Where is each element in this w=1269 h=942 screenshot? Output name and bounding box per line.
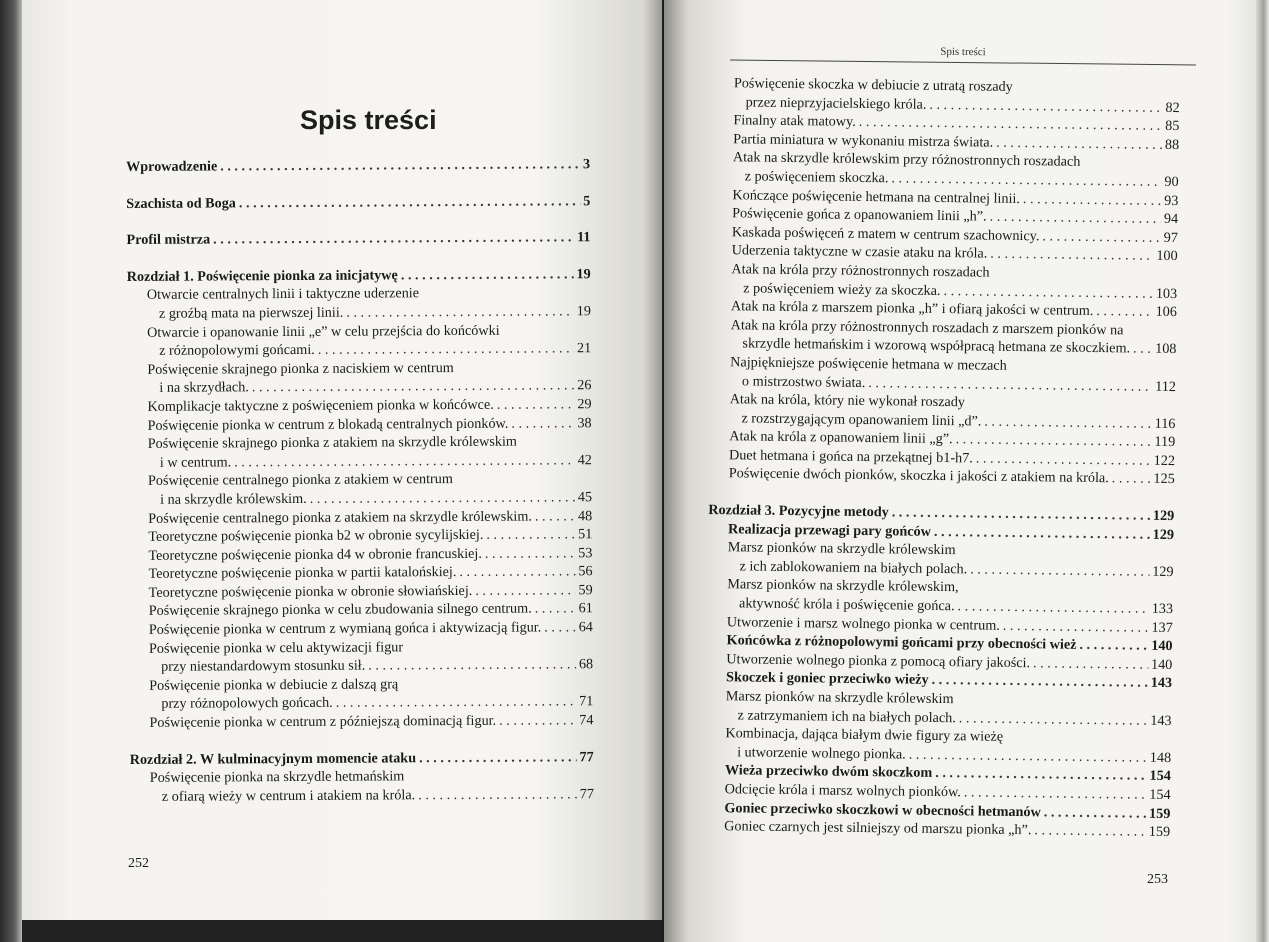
toc-entry-title: Kończące poświęcenie hetmana na centralnej linii. — [732, 186, 1021, 207]
toc-dot-leader — [1034, 821, 1146, 841]
toc-page-number: 122 — [1153, 452, 1176, 469]
toc-dot-leader — [310, 488, 575, 508]
toc-entry-title: Kaskada poświęceń z matem w centrum szachownicy. — [731, 223, 1040, 245]
toc-entry-continuation: z rozstrzygającym opanowaniem linii „d”. — [741, 410, 982, 430]
toc-entry-title: Najpiękniejsze poświęcenie hetmana w meczach — [730, 354, 1007, 374]
toc-page-number: 61 — [578, 600, 593, 617]
toc-dot-leader — [1133, 340, 1152, 359]
toc-dot-leader — [368, 656, 576, 676]
toc-dot-leader — [252, 377, 574, 398]
toc-entry-title: Utworzenie i marsz wolnego pionka w centrum. — [726, 613, 1000, 634]
toc-dot-leader — [401, 265, 574, 285]
toc-dot-leader — [497, 395, 575, 414]
toc-dot-leader — [956, 430, 1152, 451]
toc-page-number: 129 — [1152, 563, 1174, 580]
toc-page-number: 119 — [1154, 434, 1176, 451]
toc-page-number: 48 — [577, 507, 593, 524]
toc-entry-title: Goniec przeciwko skoczkowi w obecności hetmanów — [724, 799, 1041, 820]
toc-page-number: 94 — [1163, 211, 1179, 228]
toc-page-number: 112 — [1155, 378, 1177, 395]
toc-entry-title: Atak na skrzydle królewskim przy różnostronnych roszadach — [732, 149, 1081, 171]
toc-page-number: 106 — [1155, 303, 1178, 321]
toc-page-number: 29 — [577, 396, 592, 413]
toc-entry-continuation: z poświęceniem skoczka. — [744, 168, 889, 187]
toc-dot-leader — [984, 412, 1152, 433]
toc-entry-continuation: z poświęceniem wieży za skoczka. — [743, 279, 941, 299]
toc-entry-title: Profil mistrza — [126, 231, 211, 249]
toc-section-entry[interactable] — [127, 284, 591, 324]
toc-page-number: 108 — [1155, 341, 1177, 358]
toc-page-number: 85 — [1165, 118, 1180, 135]
toc-dot-leader — [1023, 190, 1161, 210]
toc-dot-leader — [976, 449, 1151, 470]
toc-entry-continuation-line — [150, 785, 594, 806]
toc-entry-title: Poświęcenie pionka w celu aktywizacji figur — [148, 638, 404, 657]
toc-page-number: 77 — [579, 785, 594, 803]
toc-entry-title: Teoretyczne poświęcenie pionka d4 w obronie francuskiej. — [148, 545, 482, 564]
toc-page-number: 5 — [583, 192, 591, 209]
toc-entry-title: Atak na króla z marszem pionka „h” i ofiarą jakości w centrum. — [730, 298, 1094, 320]
toc-page-number: 71 — [579, 693, 594, 710]
toc-entry-title: Szachista od Boga — [126, 194, 236, 212]
toc-entry-title: Uderzenia taktyczne w czasie ataku na króla. — [731, 242, 988, 262]
toc-dot-leader — [1033, 654, 1148, 674]
toc-page-number: 21 — [576, 340, 592, 357]
toc-dot-leader — [544, 618, 576, 637]
toc-page-number: 82 — [1165, 99, 1180, 116]
toc-page-number: 143 — [1150, 675, 1173, 692]
toc-section-entry[interactable] — [710, 316, 1176, 359]
toc-entry-title: Poświęcenie dwóch pionków, skoczka i jakości z atakiem na króla. — [728, 465, 1109, 487]
toc-entry-title: Skoczek i goniec przeciwko wieży — [725, 669, 929, 689]
toc-entry-line — [149, 711, 593, 732]
toc-dot-leader — [485, 544, 575, 563]
toc-entry-continuation: i na skrzydle królewskim. — [160, 490, 307, 508]
toc-page-number: 97 — [1163, 229, 1178, 246]
running-header: Spis treści — [940, 45, 986, 59]
toc-entry-title: Utworzenie wolnego pionka z pomocą ofiary jakości. — [726, 651, 1031, 671]
toc-entry-title: Otwarcie centralnych linii i taktyczne uderzenie — [146, 285, 420, 304]
toc-entry-title: Poświęcenie pionka w centrum z wymianą gońca i aktywizacją figur. — [148, 619, 542, 638]
toc-left-list — [126, 155, 594, 806]
toc-entry-title: Poświęcenie skrajnego pionka z atakiem na skrzydle królewskim — [147, 433, 517, 452]
toc-dot-leader — [239, 192, 580, 213]
toc-entry-title: Atak na króla przy różnostronnych roszadach z marszem pionków na — [730, 316, 1124, 339]
toc-entry-title: Poświęcenie pionka w debiucie z dalszą grą — [149, 676, 399, 694]
toc-chapter-entry[interactable] — [126, 155, 590, 176]
toc-entry-title: Teoretyczne poświęcenie pionka b2 w obronie sycylijskiej. — [148, 526, 484, 545]
toc-dot-leader — [990, 208, 1162, 229]
toc-section-entry[interactable] — [713, 148, 1179, 191]
toc-entry-continuation: z różnopolowymi gońcami. — [159, 342, 315, 359]
toc-entry-title: Atak na króla z opanowaniem linii „g”. — [729, 428, 953, 448]
toc-entry-title: Realizacja przewagi pary gońców — [727, 520, 932, 540]
toc-entry-title: Finalny atak matowy. — [733, 112, 856, 131]
toc-entry-title: Poświęcenie centralnego pionka z atakiem na skrzydle królewskim. — [148, 508, 532, 527]
toc-page-number: 19 — [576, 303, 591, 320]
toc-dot-leader — [419, 748, 577, 768]
page-number-right: 253 — [1147, 872, 1168, 887]
toc-dot-leader — [511, 414, 574, 433]
toc-entry-continuation: przy niestandardowym stosunku sił. — [161, 657, 366, 676]
toc-entry-continuation: aktywność króla i poświęcenie gońca. — [738, 595, 955, 615]
toc-entry-title: Rozdział 2. W kulminacyjnym momencie ataku — [129, 749, 417, 768]
toc-dot-leader — [957, 597, 1148, 618]
toc-entry-title: Poświęcenie skrajnego pionka w celu zbudowania silnego centrum. — [148, 600, 532, 620]
toc-dot-leader — [336, 693, 577, 713]
toc-chapter-entry[interactable] — [126, 192, 590, 213]
toc-section-entry[interactable] — [129, 711, 593, 732]
toc-dot-leader — [1079, 636, 1148, 655]
toc-entry-title: Poświęcenie centralnego pionka z atakiem w centrum — [147, 471, 453, 490]
toc-section-entry[interactable] — [707, 575, 1173, 618]
toc-dot-leader — [346, 302, 574, 322]
toc-section-entry[interactable] — [705, 724, 1171, 767]
toc-entry-continuation: i na skrzydłach. — [159, 379, 249, 397]
toc-entry-title: Poświęcenie pionka na skrzydle hetmańskim — [149, 768, 405, 787]
toc-entry-title: Otwarcie i opanowanie linii „e” w celu przejścia do końcówki — [147, 322, 500, 341]
toc-entry-line — [126, 192, 590, 213]
toc-page-number: 88 — [1164, 136, 1180, 153]
toc-page-number: 154 — [1149, 786, 1171, 804]
toc-page-number: 140 — [1150, 656, 1173, 673]
toc-section-entry[interactable] — [714, 74, 1180, 117]
toc-dot-leader — [1044, 803, 1147, 823]
toc-dot-leader — [1112, 470, 1151, 489]
toc-entry-continuation: i w centrum. — [159, 454, 232, 471]
toc-entry-title: Rozdział 1. Poświęcenie pionka za inicjatywę — [126, 267, 398, 285]
toc-entry-title: Marsz pionków na skrzydle królewskim, — [727, 576, 959, 596]
toc-entry-continuation: i utworzenie wolnego pionka. — [737, 744, 906, 763]
toc-right-list — [704, 74, 1180, 842]
toc-dot-leader — [459, 563, 575, 582]
toc-section-entry[interactable] — [128, 469, 592, 509]
toc-entry-title: Poświęcenie pionka w centrum z blokadą centralnych pionków. — [147, 415, 509, 434]
toc-entry-title: Marsz pionków na skrzydle królewskim — [725, 688, 954, 708]
toc-entry-title: Rozdział 3. Pozycyjne metody — [708, 502, 889, 521]
toc-entry-continuation: przy różnopolowych gońcach. — [161, 695, 333, 713]
toc-page-number: 53 — [578, 544, 593, 561]
toc-dot-leader — [1042, 227, 1160, 247]
toc-entry-title: Wprowadzenie — [126, 158, 218, 175]
toc-section-entry[interactable] — [709, 390, 1175, 433]
toc-entry-title: Kombinacja, dająca białym dwie figury za wieżę — [725, 725, 1004, 746]
toc-chapter-entry[interactable] — [126, 228, 590, 249]
toc-page-number: 103 — [1155, 285, 1178, 302]
toc-entry-title: Atak na króla, który nie wykonał roszady — [729, 391, 966, 411]
toc-page-number: 77 — [579, 748, 594, 765]
toc-entry-title: Odcięcie króla i marsz wolnych pionków. — [724, 781, 961, 801]
toc-dot-leader — [535, 507, 575, 526]
page-bottom-shadow — [22, 920, 662, 942]
toc-section-entry[interactable] — [130, 766, 594, 806]
toc-page-number: 59 — [578, 582, 593, 599]
toc-section-entry[interactable] — [710, 353, 1176, 396]
toc-entry-title: Partia miniatura w wykonaniu mistrza świata. — [733, 131, 994, 151]
toc-entry-title: Wieża przeciwko dwóm skoczkom — [724, 762, 933, 782]
toc-dot-leader — [418, 785, 577, 805]
toc-page-number: 129 — [1152, 507, 1175, 525]
toc-dot-leader — [964, 783, 1147, 804]
toc-dot-leader — [970, 560, 1149, 581]
toc-page-number: 38 — [577, 414, 592, 431]
toc-page-number: 93 — [1164, 192, 1179, 209]
page-number-left: 252 — [128, 856, 149, 871]
toc-dot-leader — [990, 245, 1153, 266]
toc-dot-leader — [234, 451, 575, 472]
toc-section-entry[interactable] — [705, 687, 1171, 730]
toc-section-entry[interactable] — [128, 432, 592, 472]
toc-page-number: 74 — [579, 712, 594, 729]
toc-page-number: 129 — [1152, 526, 1175, 543]
toc-page-number: 56 — [578, 563, 593, 580]
toc-entry-continuation: z zatrzymaniem ich na białych polach. — [737, 706, 956, 726]
toc-entry-title: Poświęcenie skrajnego pionka z naciskiem w centrum — [147, 359, 454, 378]
toc-section-entry[interactable] — [129, 637, 593, 677]
toc-page-number: 11 — [577, 229, 591, 246]
toc-dot-leader — [499, 711, 576, 730]
toc-entry-title: Teoretyczne poświęcenie pionka w partii katalońskiej. — [148, 564, 457, 583]
toc-page-number: 143 — [1150, 712, 1172, 729]
toc-dot-leader — [1003, 616, 1149, 636]
toc-page-number: 133 — [1151, 600, 1174, 618]
toc-entry-continuation: z ofiarą wieży w centrum i atakiem na króla. — [161, 787, 416, 805]
toc-section-entry[interactable] — [129, 674, 593, 714]
page-title: Spis treści — [300, 105, 437, 135]
toc-page-number: 42 — [577, 451, 592, 468]
toc-entry-continuation: o mistrzostwo świata. — [741, 372, 866, 391]
toc-dot-leader — [213, 228, 574, 249]
toc-page-number: 64 — [578, 619, 593, 636]
toc-dot-leader — [220, 155, 580, 176]
toc-entry-title: Komplikacje taktyczne z poświęceniem pionka w końcówce. — [147, 396, 494, 415]
toc-page-number: 19 — [576, 265, 591, 283]
toc-page-number: 137 — [1151, 619, 1173, 636]
toc-dot-leader — [996, 133, 1162, 154]
toc-page-number: 140 — [1151, 637, 1173, 655]
toc-entry-continuation: z groźbą mata na pierwszej linii. — [158, 304, 344, 322]
toc-entry-title: Końcówka z różnopolowymi gońcami przy obecności wież — [726, 632, 1077, 654]
toc-entry-title: Poświęcenie pionka w centrum z późniejszą dominacją figur. — [149, 712, 497, 731]
toc-entry-continuation: przez nieprzyjacielskiego króla. — [745, 94, 927, 113]
toc-entry-continuation: z ich zablokowaniem na białych polach. — [739, 558, 968, 578]
toc-section-entry[interactable] — [711, 260, 1177, 303]
toc-page-number: 100 — [1156, 248, 1178, 265]
toc-dot-leader — [486, 525, 575, 544]
toc-dot-leader — [318, 339, 574, 359]
toc-section-entry[interactable] — [127, 358, 591, 398]
toc-dot-leader — [959, 709, 1148, 730]
toc-dot-leader — [1096, 302, 1153, 321]
toc-page-number: 148 — [1149, 749, 1172, 766]
toc-page-number: 51 — [578, 526, 593, 543]
toc-section-entry[interactable] — [127, 321, 591, 361]
toc-entry-title: Atak na króla przy różnostronnych roszadach — [731, 261, 990, 281]
toc-page-number: 159 — [1148, 823, 1171, 841]
toc-page-number: 26 — [577, 377, 592, 394]
toc-entry-title: Duet hetmana i gońca na przekątnej b1-h7. — [728, 447, 973, 467]
toc-page-number: 68 — [578, 656, 594, 673]
toc-dot-leader — [475, 581, 575, 600]
toc-dot-leader — [535, 600, 576, 619]
toc-entry-continuation: skrzydle hetmańskim i wzorową współpracą hetmana ze skoczkiem. — [742, 335, 1131, 357]
toc-entry-line — [126, 155, 590, 176]
toc-page-number: 125 — [1153, 471, 1175, 488]
toc-page-number: 154 — [1149, 768, 1171, 785]
toc-section-entry[interactable] — [707, 538, 1173, 581]
book-edge-right — [1256, 0, 1269, 942]
toc-entry-line — [126, 228, 590, 249]
toc-page-number: 159 — [1148, 805, 1171, 822]
book-edge-left — [0, 0, 24, 942]
toc-page-number: 3 — [582, 156, 591, 173]
toc-page-number: 90 — [1164, 173, 1179, 191]
toc-entry-title: Poświęcenie skoczka w debiucie z utratą roszady — [733, 75, 1013, 95]
toc-entry-title: Goniec czarnych jest silniejszy od marszu pionka „h”. — [724, 818, 1032, 839]
toc-entry-title: Poświęcenie gońca z opanowaniem linii „h”. — [732, 205, 987, 225]
toc-entry-title: Marsz pionków na skrzydle królewskim — [727, 539, 956, 559]
toc-page-number: 116 — [1154, 415, 1176, 432]
toc-entry-title: Teoretyczne poświęcenie pionka w obronie słowiańskiej. — [148, 582, 473, 601]
toc-page-number: 45 — [577, 489, 593, 506]
